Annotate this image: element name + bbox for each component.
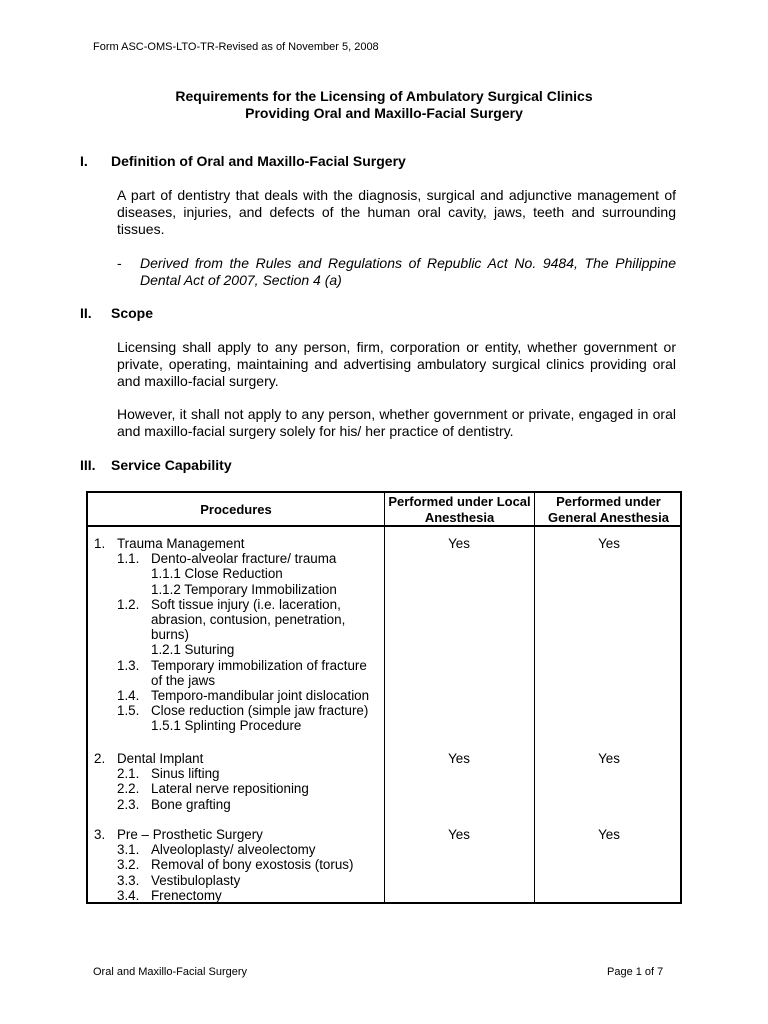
sub-sub-item: 1.2.1 Suturing (151, 642, 235, 658)
section-1-paragraph: A part of dentistry that deals with the diagnosis, surgical and adjunctive management of diseases, injuries, and defects of the human oral cavity, jaws, teeth and surrounding tissues. (117, 187, 676, 237)
section-1-number: I. (80, 153, 88, 169)
section-1-title: Definition of Oral and Maxillo-Facial Surgery (111, 153, 406, 169)
procedure-title: 3. Pre – Prosthetic Surgery (94, 827, 263, 842)
note-dash: - (117, 255, 122, 271)
section-3-number: III. (80, 457, 96, 473)
page-number: Page 1 of 7 (607, 966, 664, 978)
procedure-cell (94, 536, 369, 734)
sub-item: 2.2. Lateral nerve repositioning (117, 781, 309, 797)
document-title-line2: Providing Oral and Maxillo-Facial Surgery (245, 105, 523, 121)
sub-item-continued: of the jaws (151, 672, 216, 688)
procedure-title: 2. Dental Implant (94, 751, 204, 766)
general-anesthesia-value: Yes (598, 751, 620, 766)
sub-item: 3.3. Vestibuloplasty (117, 872, 241, 888)
service-capability-table (86, 491, 682, 904)
sub-item: 3.2. Removal of bony exostosis (torus) (117, 857, 354, 873)
section-2-paragraph-2: However, it shall not apply to any person, whether government or private, engaged in oral and maxillo-facial surgery solely for his/ her practice of dentistry. (117, 406, 676, 439)
sub-item: 1.1. Dento-alveolar fracture/ trauma (117, 551, 337, 567)
local-anesthesia-value: Yes (448, 536, 470, 551)
section-3-title: Service Capability (111, 457, 232, 473)
local-anesthesia-value: Yes (448, 827, 470, 842)
section-2-title: Scope (111, 305, 154, 321)
header-local-anesthesia: Performed under Local Anesthesia (388, 494, 531, 525)
section-2-paragraph-1: Licensing shall apply to any person, firm, corporation or entity, whether government or private, operating, maintaining and advertising ambulatory surgical clinics providing oral and maxillo-facial surgery. (117, 339, 676, 389)
sub-sub-item: 1.5.1 Splinting Procedure (151, 718, 302, 734)
sub-item: 1.2. Soft tissue injury (i.e. laceration, (117, 596, 341, 612)
sub-item: 2.1. Sinus lifting (117, 766, 220, 782)
document-title-line1: Requirements for the Licensing of Ambulatory Surgical Clinics (175, 88, 593, 104)
note-text: Derived from the Rules and Regulations of Republic Act No. 9484, The Philippine Dental Act of 2007, Section 4 (a) (140, 255, 676, 288)
footer-title: Oral and Maxillo-Facial Surgery (93, 966, 248, 978)
header-procedures: Procedures (200, 502, 272, 517)
general-anesthesia-value: Yes (598, 536, 620, 551)
sub-sub-item: 1.1.2 Temporary Immobilization (151, 581, 337, 597)
sub-item: 3.1. Alveoloplasty/ alveolectomy (117, 842, 316, 858)
general-anesthesia-value: Yes (598, 827, 620, 842)
sub-item: 1.5. Close reduction (simple jaw fracture) (117, 703, 369, 719)
sub-sub-item: 1.1.1 Close Reduction (151, 566, 283, 582)
procedure-cell (94, 827, 353, 903)
sub-item: 3.4. Frenectomy (117, 887, 222, 903)
sub-item-continued: abrasion, contusion, penetration, (151, 612, 346, 628)
section-2-number: II. (80, 305, 92, 321)
sub-item: 1.4. Temporo-mandibular joint dislocation (117, 688, 370, 704)
form-id: Form ASC-OMS-LTO-TR-Revised as of November 5, 2008 (93, 41, 379, 53)
sub-item-continued: burns) (151, 627, 189, 643)
procedure-title: 1. Trauma Management (94, 536, 245, 551)
sub-item: 1.3. Temporary immobilization of fracture (117, 657, 367, 673)
sub-item: 2.3. Bone grafting (117, 796, 231, 812)
local-anesthesia-value: Yes (448, 751, 470, 766)
procedure-cell (94, 751, 309, 812)
header-general-anesthesia: Performed under General Anesthesia (548, 494, 669, 525)
